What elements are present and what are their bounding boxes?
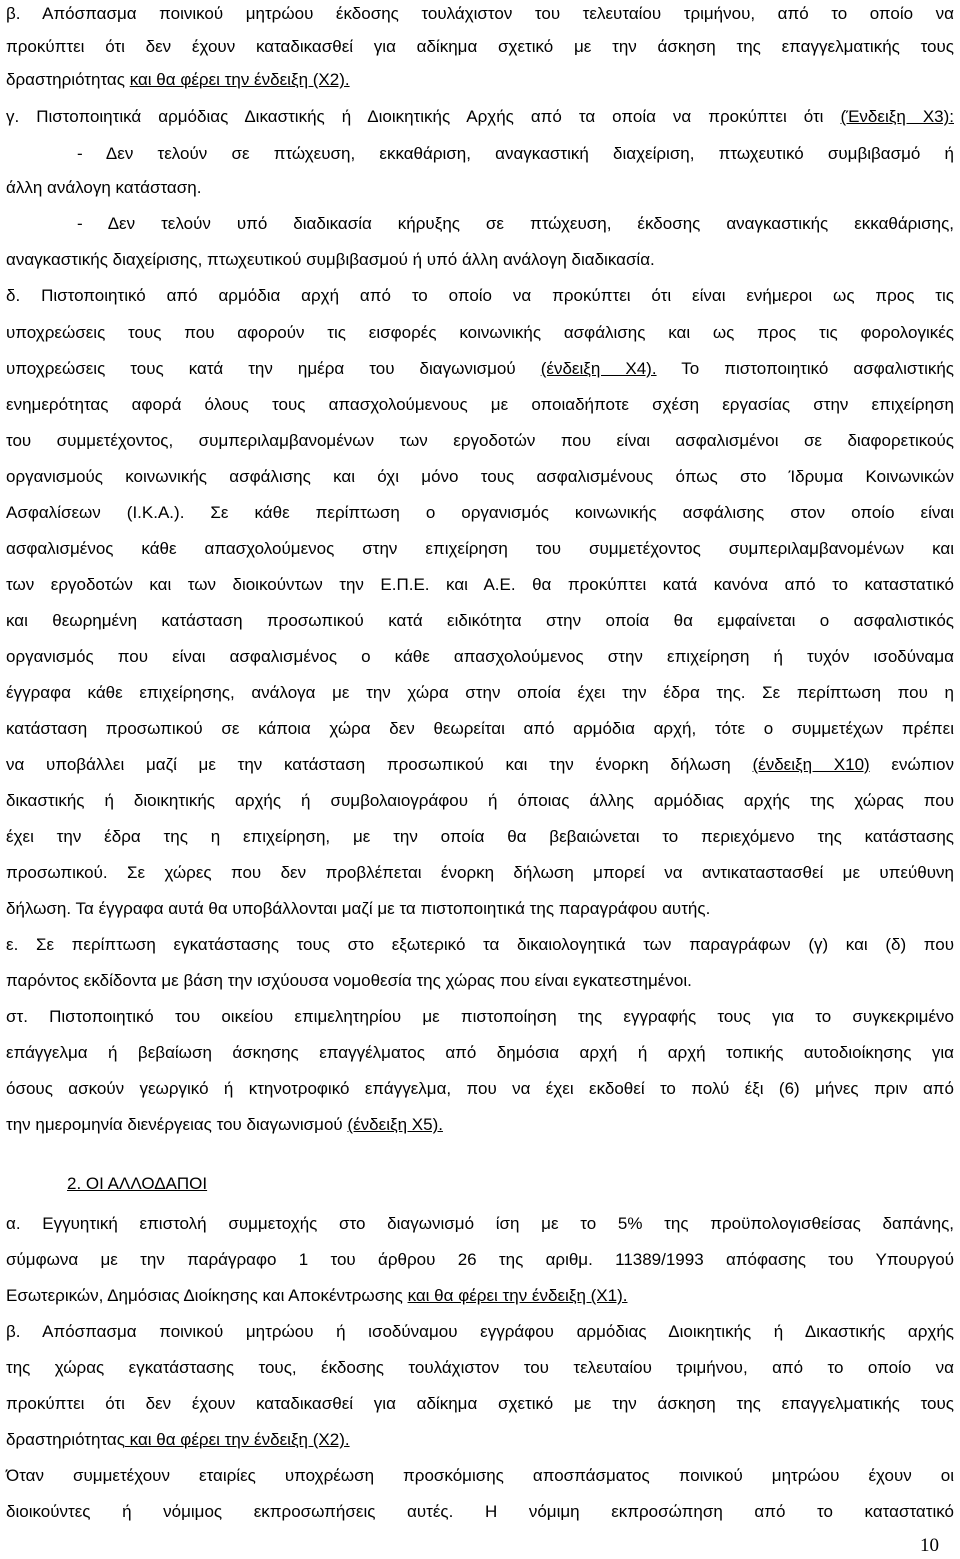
- text-line: [6, 751, 954, 779]
- text-segment: παρόντος εκδίδοντα με βάση την ισχύουσα νομοθεσία της χώρας που είναι εγκατεστημένοι.: [6, 971, 692, 990]
- text-line: [6, 895, 954, 923]
- text-segment: προκύπτει ότι δεν έχουν καταδικασθεί για αδίκημα σχετικό με την άσκηση της επαγγελματικής τους: [6, 1394, 954, 1413]
- underlined-reference: (ένδειξη Χ4).: [540, 359, 657, 378]
- text-segment: να υποβάλλει μαζί με την κατάσταση προσωπικού και την ένορκη δήλωση: [6, 755, 753, 774]
- underlined-reference: (ένδειξη Χ10): [752, 755, 870, 774]
- underlined-reference: (Ένδειξη Χ3):: [840, 107, 954, 126]
- text-segment: προσωπικού. Σε χώρες που δεν προβλέπεται ένορκη δήλωση μπορεί να αντικαταστασθεί με υπεύθυνη: [6, 863, 954, 882]
- text-segment: δικαστικής ή διοικητικής αρχής ή συμβολαιογράφου ή όποιας άλλης αρμόδιας αρχής της χώρας που: [6, 791, 954, 810]
- section-heading-foreigners: 2. ΟΙ ΑΛΛΟΔΑΠΟΙ: [67, 1174, 208, 1193]
- text-segment: άλλη ανάλογη κατάσταση.: [6, 178, 202, 197]
- text-segment: - Δεν τελούν υπό διαδικασία κήρυξης σε πτώχευση, έκδοσης αναγκαστικής εκκαθάρισης,: [77, 214, 954, 233]
- text-line: [6, 1111, 954, 1139]
- text-segment: δήλωση. Τα έγγραφα αυτά θα υποβάλλονται μαζί με τα πιστοποιητικά της παραγράφου αυτής.: [6, 899, 711, 918]
- text-line: [6, 319, 954, 347]
- text-line: [6, 679, 954, 707]
- text-segment: και θεωρημένη κατάσταση προσωπικού κατά ειδικότητα στην οποία θα εμφαίνεται ο ασφαλιστικός: [6, 611, 954, 630]
- text-line: [6, 571, 954, 599]
- text-line: [6, 66, 954, 94]
- text-segment: δραστηριότητας: [6, 70, 130, 89]
- text-line: [6, 1426, 954, 1454]
- text-line: [6, 391, 954, 419]
- text-line: [6, 1282, 954, 1310]
- text-segment: Εσωτερικών, Δημόσιας Διοίκησης και Αποκέντρωσης: [6, 1286, 408, 1305]
- text-line: [6, 535, 954, 563]
- text-line: [6, 1318, 954, 1346]
- text-line: [6, 463, 954, 491]
- text-line: [6, 1246, 954, 1274]
- text-line: [6, 174, 954, 202]
- text-segment: διοικούντες ή νόμιμος εκπροσωπήσεις αυτές. Η νόμιμη εκπροσώπηση από το καταστατικό: [6, 1502, 954, 1521]
- text-segment: υποχρεώσεις τους κατά την ημέρα του διαγωνισμού: [6, 359, 541, 378]
- underlined-reference: (ένδειξη Χ5).: [347, 1115, 443, 1134]
- text-line: [6, 607, 954, 635]
- text-segment: ασφαλισμένος κάθε απασχολούμενος στην επιχείρηση του συμμετέχοντος συμπεριλαμβανομένων και: [6, 539, 954, 558]
- text-segment: όσους ασκούν γεωργικό ή κτηνοτροφικό επάγγελμα, που να έχει εκδοθεί το πολύ έξι (6) μήνες πριν από: [6, 1079, 954, 1098]
- text-line: [6, 427, 954, 455]
- text-line: [6, 1210, 954, 1238]
- text-line: [6, 1039, 954, 1067]
- text-segment: - Δεν τελούν σε πτώχευση, εκκαθάριση, αναγκαστική διαχείριση, πτωχευτικό συμβιβασμό ή: [77, 144, 954, 163]
- text-line: [6, 1003, 954, 1031]
- text-line: [6, 355, 954, 383]
- text-line: [77, 210, 954, 238]
- text-segment: έγγραφα κάθε επιχείρησης, ανάλογα με την χώρα στην οποία έχει την έδρα της. Σε περίπτωση που η: [6, 683, 954, 702]
- text-segment: την ημερομηνία διενέργειας του διαγωνισμού: [6, 1115, 348, 1134]
- text-line: [6, 643, 954, 671]
- text-segment: του συμμετέχοντος, συμπεριλαμβανομένων των εργοδοτών που είναι ασφαλισμένοι σε διαφορετικούς: [6, 431, 954, 450]
- text-line: [6, 282, 954, 310]
- underlined-reference: και θα φέρει την ένδειξη (Χ1).: [407, 1286, 628, 1305]
- text-line: [6, 967, 954, 995]
- text-line: [6, 246, 954, 274]
- text-line: [6, 931, 954, 959]
- text-segment: στ. Πιστοποιητικό του οικείου επιμελητηρίου με πιστοποίηση της εγγραφής τους για το συγκεκριμένο: [6, 1007, 954, 1026]
- underlined-reference: και θα φέρει την ένδειξη (Χ2).: [124, 1430, 350, 1449]
- text-segment: κατάσταση προσωπικού σε κάποια χώρα δεν θεωρείται από αρμόδια αρχή, τότε ο συμμετέχων πρέπει: [6, 719, 954, 738]
- text-segment: προκύπτει ότι δεν έχουν καταδικασθεί για αδίκημα σχετικό με την άσκηση της επαγγελματικής τους: [6, 37, 954, 56]
- text-line: [6, 103, 954, 131]
- text-segment: ε. Σε περίπτωση εγκατάστασης τους στο εξωτερικό τα δικαιολογητικά των παραγράφων (γ) και (δ) που: [6, 935, 954, 954]
- text-segment: Ασφαλίσεων (Ι.Κ.Α.). Σε κάθε περίπτωση ο οργανισμός κοινωνικής ασφάλισης στον οποίο είναι: [6, 503, 954, 522]
- text-segment: έχει την έδρα της η επιχείρηση, με την οποία θα βεβαιώνεται το περιεχόμενο της κατάστασης: [6, 827, 954, 846]
- page-number: 10: [920, 1535, 939, 1556]
- text-segment: των εργοδοτών και των διοικούντων την Ε.Π.Ε. και Α.Ε. θα προκύπτει κατά κανόνα από το καταστατικό: [6, 575, 954, 594]
- text-segment: της χώρας εγκατάστασης τους, έκδοσης τουλάχιστον του τελευταίου τριμήνου, από το οποίο να: [6, 1358, 954, 1377]
- text-line: [6, 1498, 954, 1526]
- text-line: [6, 859, 954, 887]
- text-line: [77, 140, 954, 168]
- text-segment: β. Απόσπασμα ποινικού μητρώου έκδοσης τουλάχιστον του τελευταίου τριμήνου, από το οποίο να: [6, 4, 954, 23]
- text-segment: υποχρεώσεις τους που αφορούν τις εισφορές κοινωνικής ασφάλισης και ως προς τις φορολογικές: [6, 323, 954, 342]
- text-segment: Όταν συμμετέχουν εταιρίες υποχρέωση προσκόμισης αποσπάσματος ποινικού μητρώου έχουν οι: [6, 1466, 954, 1485]
- text-segment: ενημερότητας αφορά όλους τους απασχολούμενους με οποιαδήποτε σχέση εργασίας στην επιχείρηση: [6, 395, 954, 414]
- text-line: [6, 1462, 954, 1490]
- text-segment: δραστηριότητας: [6, 1430, 125, 1449]
- text-segment: σύμφωνα με την παράγραφο 1 του άρθρου 26 της αριθμ. 11389/1993 απόφασης του Υπουργού: [6, 1250, 954, 1269]
- text-segment: αναγκαστικής διαχείρισης, πτωχευτικού συμβιβασμού ή υπό άλλη ανάλογη διαδικασία.: [6, 250, 655, 269]
- text-line: [6, 1354, 954, 1382]
- text-segment: β. Απόσπασμα ποινικού μητρώου ή ισοδύναμου εγγράφου αρμόδιας Διοικητικής ή Δικαστικής αρχής: [6, 1322, 954, 1341]
- underlined-reference: και θα φέρει την ένδειξη (Χ2).: [129, 70, 350, 89]
- text-segment: γ. Πιστοποιητικά αρμόδιας Δικαστικής ή Διοικητικής Αρχής από τα οποία να προκύπτει ότι: [6, 107, 841, 126]
- text-segment: α. Εγγυητική επιστολή συμμετοχής στο διαγωνισμό ίση με το 5% της προϋπολογισθείσας δαπάνης,: [6, 1214, 954, 1233]
- text-line: [6, 33, 954, 61]
- text-segment: ενώπιον: [869, 755, 954, 774]
- text-line: [6, 823, 954, 851]
- text-line: [6, 0, 954, 28]
- text-segment: οργανισμούς κοινωνικής ασφάλισης και όχι μόνο τους ασφαλισμένους όπως στο Ίδρυμα Κοινωνικών: [6, 467, 954, 486]
- text-segment: Το πιστοποιητικό ασφαλιστικής: [656, 359, 955, 378]
- text-line: [6, 1390, 954, 1418]
- text-segment: δ. Πιστοποιητικό από αρμόδια αρχή από το οποίο να προκύπτει ότι είναι ενήμεροι ως προς τις: [6, 286, 954, 305]
- text-segment: οργανισμός που είναι ασφαλισμένος ο κάθε απασχολούμενος στην επιχείρηση ή τυχόν ισοδύναμα: [6, 647, 954, 666]
- text-line: [6, 787, 954, 815]
- text-segment: επάγγελμα ή βεβαίωση άσκησης επαγγέλματος από δημόσια αρχή ή αρχή τοπικής αυτοδιοίκησης για: [6, 1043, 954, 1062]
- text-line: [6, 499, 954, 527]
- text-line: [6, 715, 954, 743]
- text-line: [6, 1075, 954, 1103]
